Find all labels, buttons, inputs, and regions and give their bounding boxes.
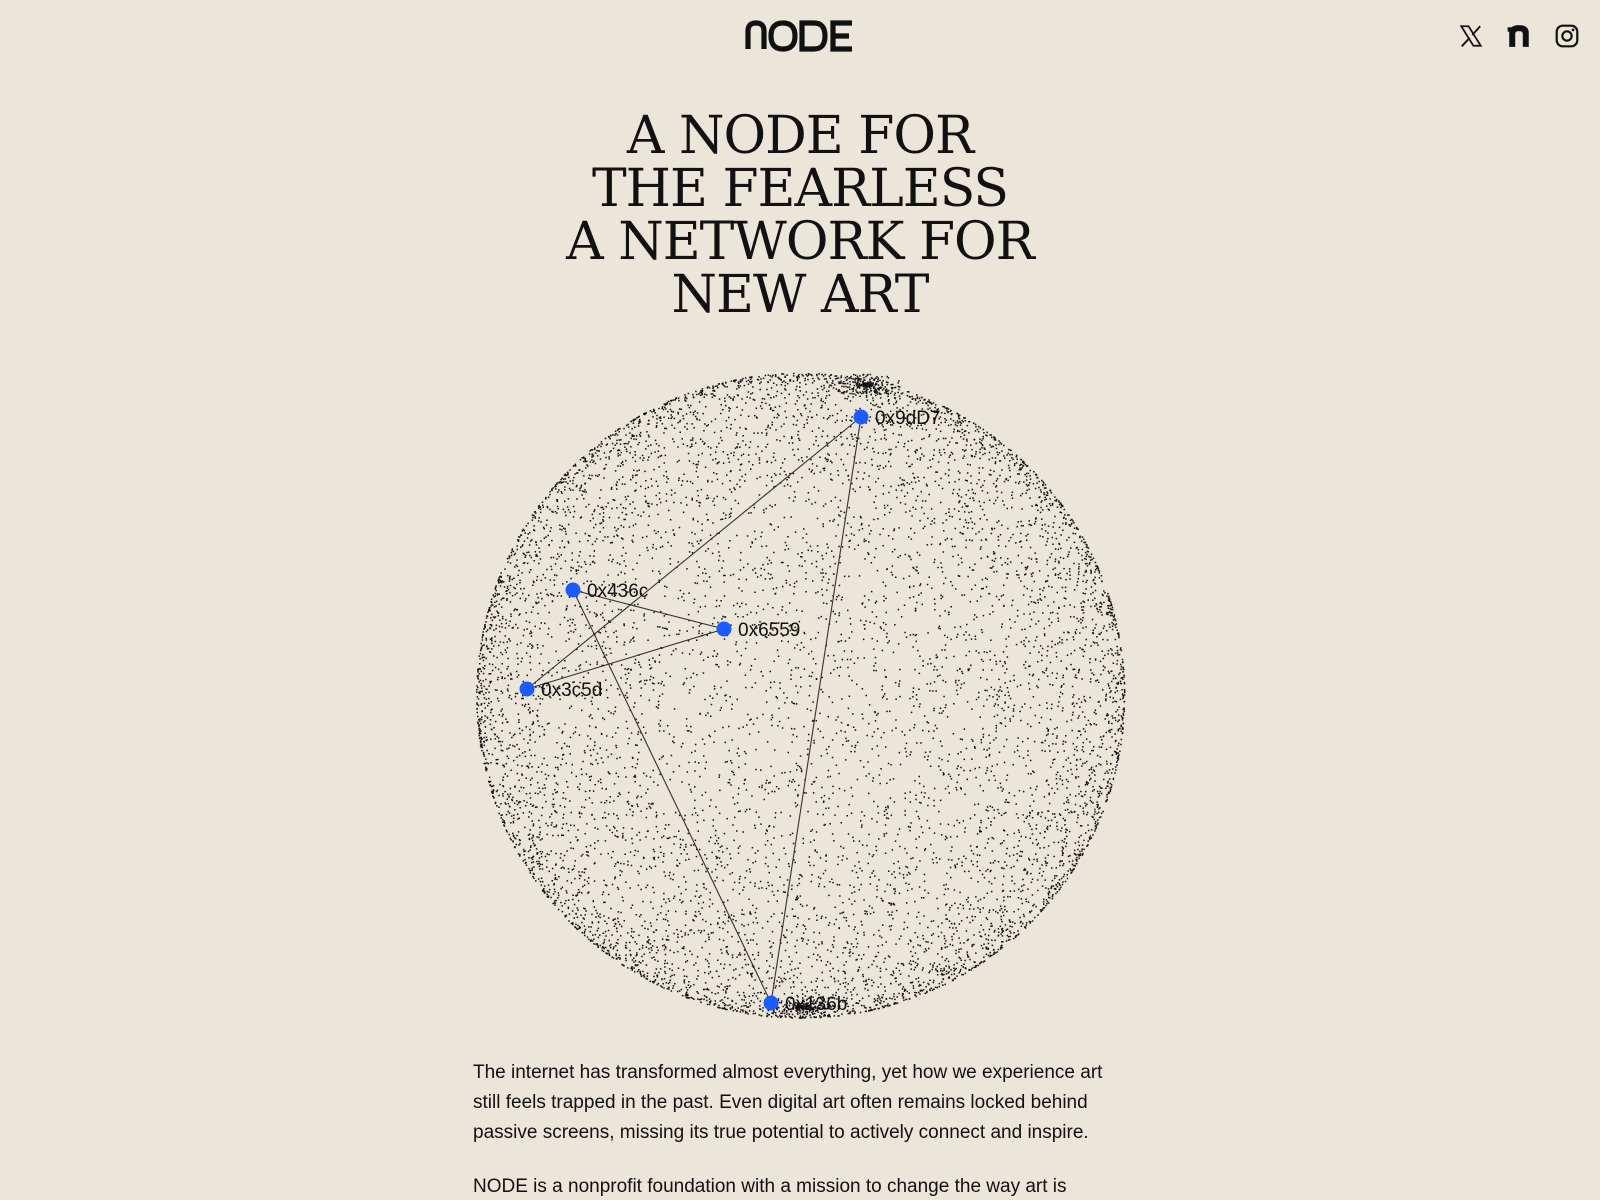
headline-line-2: THE FEARLESS: [591, 159, 1009, 219]
node-dot[interactable]: [520, 682, 535, 697]
node-dot[interactable]: [764, 996, 779, 1011]
node-dot[interactable]: [717, 622, 732, 637]
node-label: 0x9dD7: [875, 408, 941, 429]
node-logo[interactable]: [745, 16, 855, 56]
instagram-icon[interactable]: [1554, 23, 1580, 49]
network-node[interactable]: [520, 680, 603, 701]
headline-line-4: NEW ART: [671, 265, 929, 325]
node-label: 0x436c: [587, 581, 649, 602]
node-icon[interactable]: [1506, 23, 1532, 49]
intro-paragraph-2: NODE is a nonprofit foundation with a mission to change the way art is: [473, 1176, 1067, 1197]
node-label: 0x136b: [785, 994, 848, 1015]
network-sphere[interactable]: [470, 365, 1130, 1025]
network-node[interactable]: [717, 620, 801, 641]
node-label: 0x3c5d: [541, 680, 603, 701]
x-icon[interactable]: [1458, 23, 1484, 49]
hero-headline: [400, 106, 1200, 325]
node-logo-wordmark: [745, 16, 855, 56]
headline-line-1: A NODE FOR: [626, 106, 974, 166]
social-links: [1458, 20, 1580, 52]
network-link: [573, 590, 771, 1003]
network-node[interactable]: [764, 994, 848, 1015]
network-link: [527, 417, 861, 689]
network-node[interactable]: [854, 408, 941, 429]
intro-text: [473, 1058, 1133, 1200]
node-dot[interactable]: [854, 410, 869, 425]
node-dot[interactable]: [566, 583, 581, 598]
intro-paragraph-1: The internet has transformed almost everything, yet how we experience art still feels trapped in the past. Even digital art often remains locked behind passive screens, missing its true potential to actively connect and inspire.: [473, 1062, 1103, 1143]
node-label: 0x6559: [738, 620, 801, 641]
headline-line-3: A NETWORK FOR: [566, 212, 1034, 272]
network-node[interactable]: [566, 581, 649, 602]
network-nodes: [520, 408, 941, 1015]
